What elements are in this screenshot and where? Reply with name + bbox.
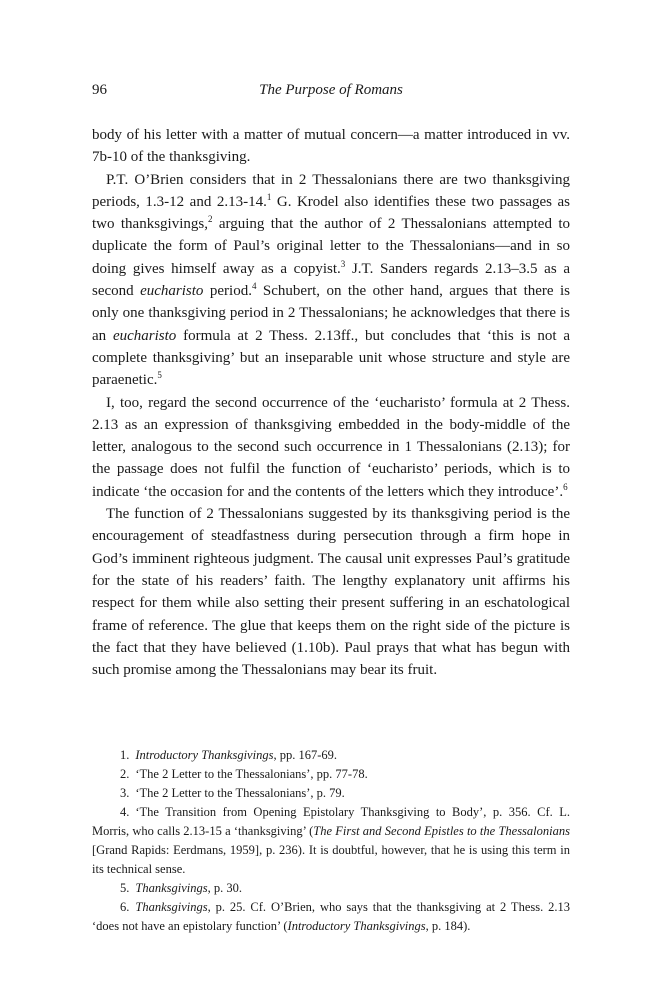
text-segment: formula at 2 Thess. 2.13ff., but concludes that ‘this is not a complete thanksgiving’ but an inseparable unit whose structure and style are paraenetic. xyxy=(92,327,570,389)
footnote-number: 1. xyxy=(120,748,130,762)
footnote-reference: 3 xyxy=(340,258,346,269)
running-title: The Purpose of Romans xyxy=(259,82,403,98)
footnote-reference: 2 xyxy=(207,214,213,225)
text-segment: Schubert, on the other hand, argues that there is only one thanksgiving period in 2 Thessalonians; he acknowledges that there is an xyxy=(92,283,570,344)
body-paragraph xyxy=(92,169,570,392)
footnotes xyxy=(92,746,570,936)
footnote-reference: 6 xyxy=(563,481,568,492)
footnote xyxy=(92,784,570,803)
footnote xyxy=(92,765,570,784)
footnote-number: 5. xyxy=(120,881,130,895)
body-paragraph xyxy=(92,124,570,169)
footnote-reference: 5 xyxy=(157,370,162,381)
footnote-reference: 4 xyxy=(251,281,257,292)
body-text xyxy=(92,124,570,681)
text-segment: period. xyxy=(203,283,252,300)
footnote-number: 3. xyxy=(120,786,130,800)
text-segment: , p. 25. Cf. O’Brien, who says that the thanksgiving at 2 Thess. 2.13 ‘does not have an epistolary function’ ( xyxy=(92,900,570,933)
italic-text: Thanksgivings xyxy=(135,900,208,914)
italic-text: Thanksgivings xyxy=(135,881,208,895)
text-segment: , p. 30. xyxy=(207,881,242,895)
book-page xyxy=(92,80,570,933)
footnote-reference: 1 xyxy=(266,191,272,202)
body-paragraph xyxy=(92,392,570,503)
text-segment: P.T. O’Brien considers that in 2 Thessalonians there are two thanksgiving periods, 1.3-12 and 2.13-14. xyxy=(92,171,570,210)
running-head xyxy=(92,80,570,106)
body-paragraph xyxy=(92,503,570,681)
italic-text: eucharisto xyxy=(140,283,204,300)
text-segment: G. Krodel also identifies these two passages as two thanksgivings, xyxy=(92,193,570,233)
footnote xyxy=(92,803,570,879)
page-number: 96 xyxy=(92,82,107,98)
text-segment: , p. 184). xyxy=(425,919,471,933)
footnote xyxy=(92,898,570,936)
text-segment: ‘The Transition from Opening Epistolary Thanksgiving to Body’, p. 356. Cf. L. Morris, who calls 2.13-15 a ‘thanksgiving’ ( xyxy=(92,805,570,838)
footnote-number: 6. xyxy=(120,900,130,914)
text-segment: The function of 2 Thessalonians suggested by its thanksgiving period is the encouragement of steadfastness during persecution through a firm hope in God’s imminent righteous judgment. The causal unit expresses Paul’s gratitude for the state of his readers’ faith. The lengthy explanatory unit affirms his respect for them while also setting their present suffering in an eschatological frame of reference. The glue that keeps them on the right side of the picture is the fact that they have believed (1.10b). Paul prays that what has begun with such promise among the Thessalonians may bear its fruit. xyxy=(92,506,570,679)
text-segment: , pp. 167-69. xyxy=(273,748,337,762)
text-segment: [Grand Rapids: Eerdmans, 1959], p. 236). It is doubtful, however, that he is using this term in its technical sense. xyxy=(92,843,570,876)
text-segment: J.T. Sanders regards 2.13–3.5 as a second xyxy=(92,260,570,300)
text-segment: I, too, regard the second occurrence of the ‘eucharisto’ formula at 2 Thess. 2.13 as an expression of thanksgiving embedded in the body-middle of the letter, analogous to the second such occurrence in 1 Thessalonians (2.13); for the passage does not fulfil the function of ‘eucharisto’ periods, which is to indicate ‘the occasion for and the contents of the letters which they introduce’. xyxy=(92,394,570,500)
italic-text: eucharisto xyxy=(112,327,177,344)
text-segment: ‘The 2 Letter to the Thessalonians’, pp. 77-78. xyxy=(135,767,368,781)
italic-text: The First and Second Epistles to the Thessalonians xyxy=(313,824,570,838)
footnote xyxy=(92,746,570,765)
footnote-number: 2. xyxy=(120,767,130,781)
footnote xyxy=(92,879,570,898)
text-segment: ‘The 2 Letter to the Thessalonians’, p. 79. xyxy=(135,786,345,800)
italic-text: Introductory Thanksgivings xyxy=(287,919,426,933)
footnote-number: 4. xyxy=(120,805,130,819)
text-segment: arguing that the author of 2 Thessalonians attempted to duplicate the form of Paul’s original letter to the Thessalonians—and in so doing gives himself away as a copyist. xyxy=(92,216,570,277)
italic-text: Introductory Thanksgivings xyxy=(135,748,274,762)
text-segment: body of his letter with a matter of mutual concern—a matter introduced in vv. 7b-10 of the thanksgiving. xyxy=(92,127,570,166)
